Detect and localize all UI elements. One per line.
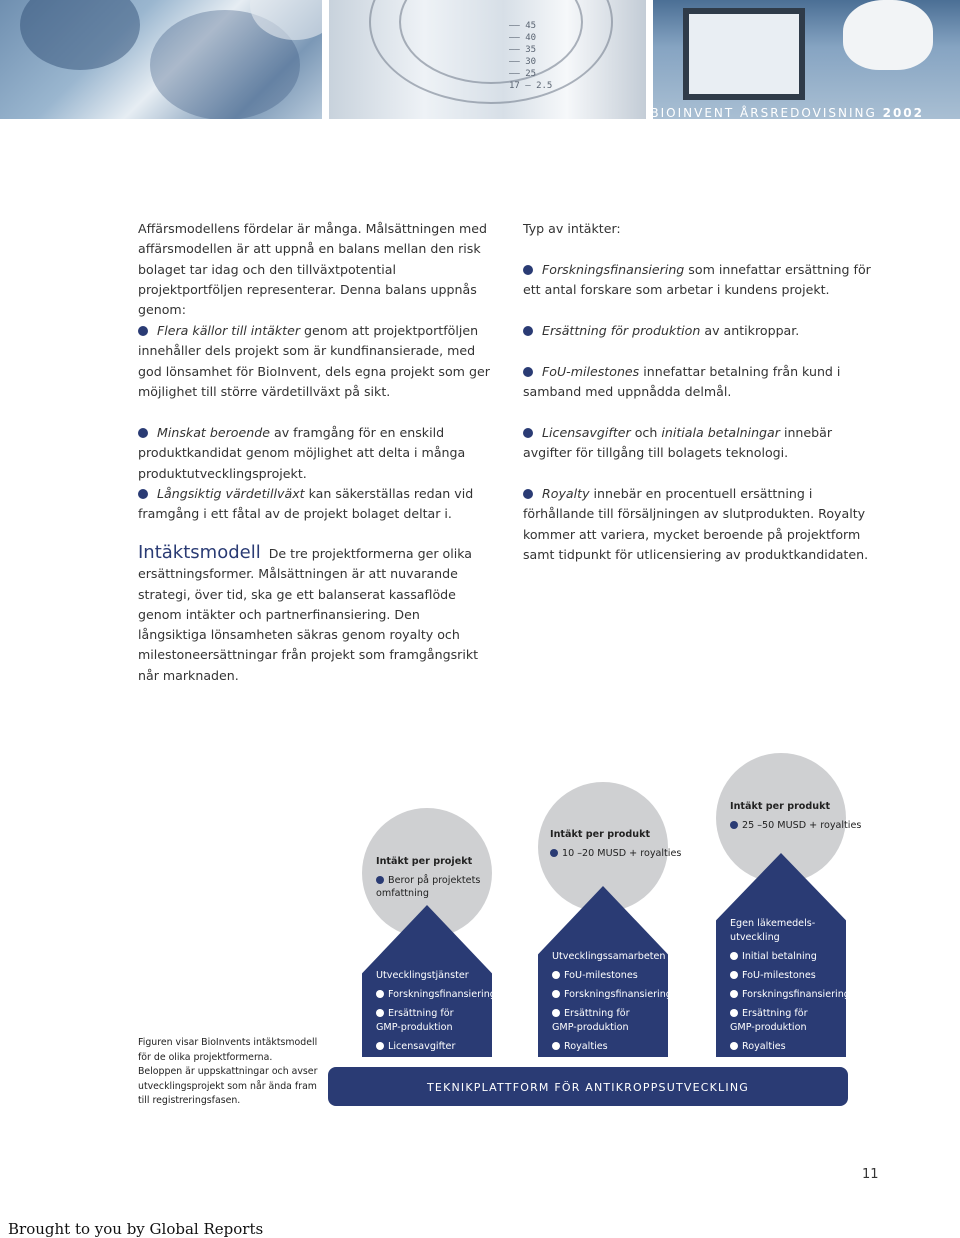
- col-1-item: Licensavgifter: [376, 1040, 455, 1054]
- running-header: BIOINVENT ÅRSREDOVISNING 2002: [650, 106, 924, 120]
- right-bullet-5: Royalty innebär en procentuell ersättning i förhållande till försäljningen av slutprodukten. Royalty kommer att variera, mycket beroende på projektform samt tidpunkt för utlicensiering av produktkandidaten.: [523, 484, 883, 565]
- col-3-item: Ersättning för GMP-produktion: [730, 1007, 830, 1035]
- left-bullet-3: Långsiktig värdetillväxt kan säkerställas redan vid framgång i ett fåtal av de projekt bolaget deltar i.: [138, 484, 493, 525]
- circle-item-1: Beror på projektets omfattning: [376, 874, 486, 900]
- circle-item-3: 25 –50 MUSD + royalties: [730, 819, 861, 832]
- right-bullet-1: Forskningsfinansiering som innefattar ersättning för ett antal forskare som arbetar i kundens projekt.: [523, 260, 883, 301]
- header-photo-lab: [653, 0, 960, 119]
- circle-item-2: 10 –20 MUSD + royalties: [550, 847, 681, 860]
- section-body: De tre projektformerna ger olika ersättningsformer. Målsättningen är att nuvarande strategi, över tid, ska ge ett balanserat kassaflöde genom intäkter och partnerfinansiering. Den långsiktiga lönsamheten säkras genom royalty och milestoneersättningar från projekt som framgångsrikt når marknaden.: [138, 546, 479, 683]
- section-heading: Intäktsmodell: [138, 542, 261, 563]
- col-3-item: FoU-milestones: [730, 969, 816, 983]
- col-3-item: Initial betalning: [730, 950, 817, 964]
- left-intro: Affärsmodellens fördelar är många. Målsättningen med affärsmodellen är att uppnå en balans mellan den risk bolaget tar idag och den tillväxtpotential projektportföljen representerar. Denna balans uppnås genom:: [138, 221, 488, 318]
- technology-platform-bar: TEKNIKPLATTFORM FÖR ANTIKROPPSUTVECKLING: [328, 1067, 848, 1106]
- left-bullet-1: Flera källor till intäkter genom att projektportföljen innehåller dels projekt som är kundfinansierade, med god lönsamhet för BioInvent, dels egna projekt som ger möjlighet till större värdetillväxt på sikt.: [138, 321, 493, 402]
- header-photo-equipment: —— 45 —— 40 —— 35 —— 30 —— 25 17 — 2.5: [329, 0, 646, 119]
- circle-title-1: Intäkt per projekt: [376, 856, 473, 867]
- col-1-item: Ersättning för GMP-produktion: [376, 1007, 476, 1035]
- circle-title-2: Intäkt per produkt: [550, 829, 651, 840]
- section-intaktsmodell: [138, 543, 488, 686]
- col-3-title: Egen läkemedels-utveckling: [730, 918, 816, 943]
- page-number: 11: [862, 1167, 879, 1182]
- col-3-item: Forskningsfinansiering: [730, 988, 850, 1002]
- col-2-item: Royalties: [552, 1040, 608, 1054]
- right-intro: Typ av intäkter:: [523, 221, 621, 236]
- header-photo-surgery: [0, 0, 322, 119]
- left-bullet-2: Minskat beroende av framgång för en enskild produktkandidat genom möjlighet att delta i många produktutvecklingsprojekt.: [138, 423, 493, 484]
- right-bullet-4: Licensavgifter och initiala betalningar innebär avgifter för tillgång till bolagets teknologi.: [523, 423, 883, 464]
- col-2-title: Utvecklingssamarbeten: [552, 951, 666, 962]
- right-bullet-3: FoU-milestones innefattar betalning från kund i samband med uppnådda delmål.: [523, 362, 883, 403]
- col-2-item: FoU-milestones: [552, 969, 638, 983]
- col-1-title: Utvecklingstjänster: [376, 970, 469, 981]
- col-3-item: Royalties: [730, 1040, 786, 1054]
- col-1-item: Forskningsfinansiering: [376, 988, 496, 1002]
- col-2-item: Forskningsfinansiering: [552, 988, 672, 1002]
- col-2-item: Ersättning för GMP-produktion: [552, 1007, 652, 1035]
- circle-title-3: Intäkt per produkt: [730, 801, 831, 812]
- footer-credit: Brought to you by Global Reports: [8, 1220, 264, 1238]
- figure-caption: Figuren visar BioInvents intäktsmodell för de olika projektformerna. Beloppen är uppskattningar och avser utvecklingsprojekt som når ända fram till registreringsfasen.: [138, 1037, 318, 1106]
- right-bullet-2: Ersättning för produktion av antikroppar.: [523, 321, 883, 341]
